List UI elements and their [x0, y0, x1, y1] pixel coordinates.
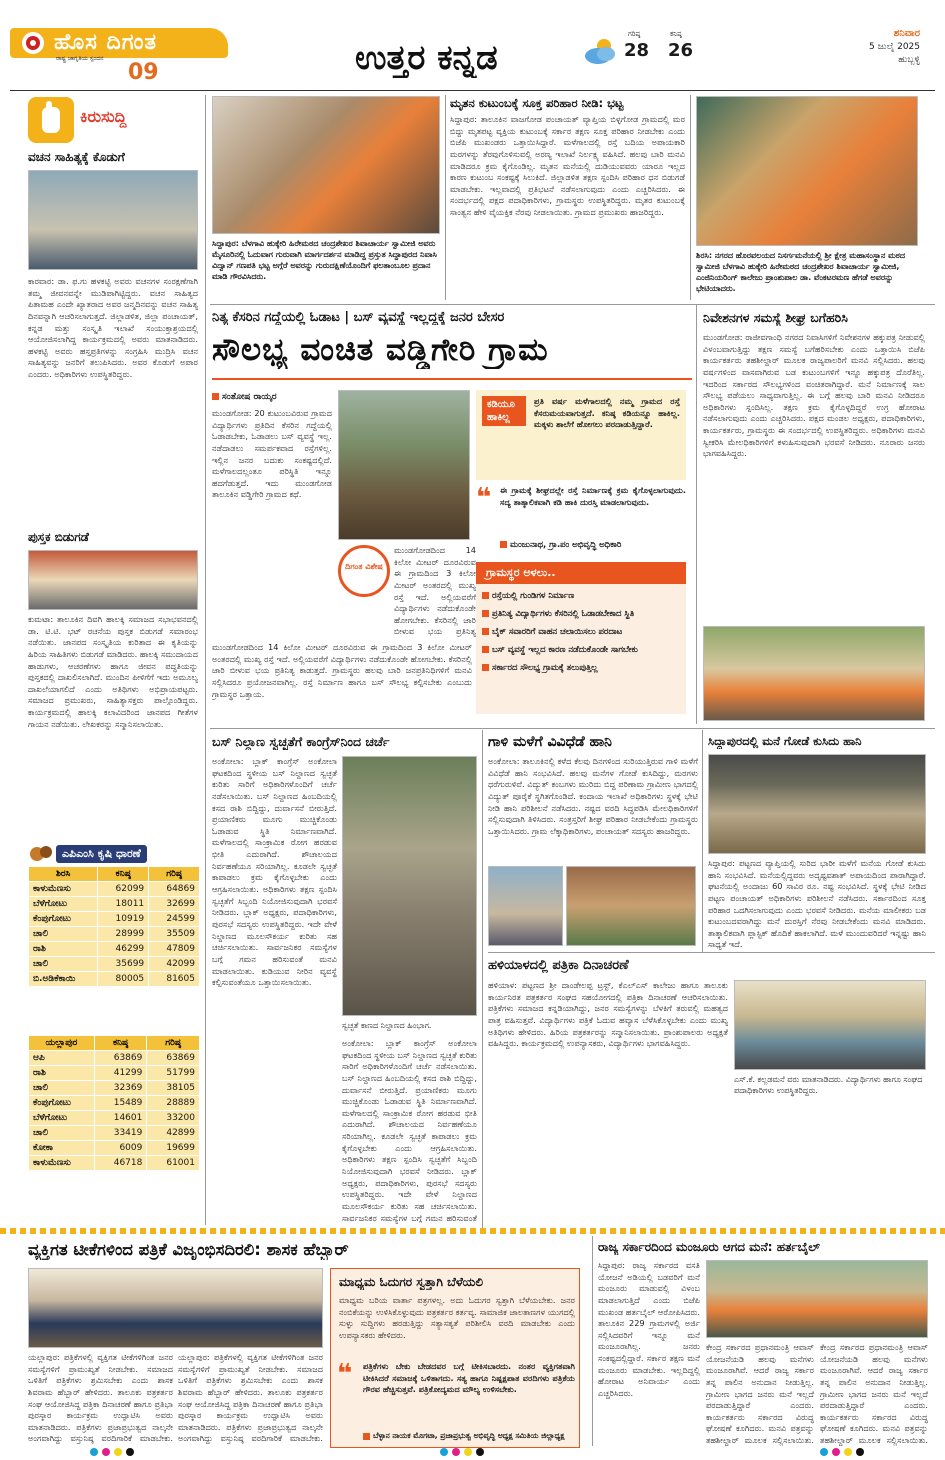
- table-row: [29, 1111, 200, 1126]
- registration-dots: [440, 1448, 484, 1456]
- story-body: ಯಲ್ಲಾಪುರ: ಪತ್ರಿಕೆಗಳಲ್ಲಿ ವ್ಯಕ್ತಿಗತ ಟೀಕೆಗಳಿಗಿಂತ ಜನರ ಸಮಸ್ಯೆಗಳಿಗೆ ಪ್ರಾಮುಖ್ಯತೆ ನೀಡಬೇಕು. ಸಮಾಜದ ಒಳಿತಿಗೆ ಪತ್ರಿಕೆಗಳು ಶ್ರಮಿಸಬೇಕು ಎಂದು ಶಾಸಕ ಶಿವರಾಮ ಹೆಬ್ಬಾರ್ ಹೇಳಿದರು. ತಾಲೂಕು ಪತ್ರಕರ್ತರ ಸಂಘ ಆಯೋಜಿಸಿದ್ದ ಪತ್ರಿಕಾ ದಿನಾಚರಣೆ ಹಾಗೂ ಪ್ರತಿಭಾ ಪುರಸ್ಕಾರ ಕಾರ್ಯಕ್ರಮ ಉದ್ಘಾಟಿಸಿ ಅವರು ಮಾತನಾಡಿದರು. ಪತ್ರಿಕೆಗಳು ಪ್ರಜಾಪ್ರಭುತ್ವದ ನಾಲ್ಕನೇ ಅಂಗವಾಗಿದ್ದು ವಸ್ತುನಿಷ್ಠ ವರದಿಗಾರಿಕೆ ಮಾಡಬೇಕು.: [28, 1352, 173, 1444]
- price-min: 32369: [94, 1081, 147, 1096]
- list-header: [476, 562, 686, 584]
- table-row: [29, 1051, 200, 1066]
- story-body: ಸಿದ್ದಾಪುರ: ರಾಜ್ಯ ಸರ್ಕಾರದ ವಸತಿ ಯೋಜನೆ ಅಡಿಯಲ್ಲಿ ಬಡವರಿಗೆ ಮನೆ ಮಂಜೂರು ಮಾಡುವಲ್ಲಿ ವಿಳಂಬ ಮಾಡಲಾಗುತ್ತಿದೆ ಎಂದು ಬಿಜೆಪಿ ಮುಖಂಡ ಹರ್ತಬೈಲ್ ಆರೋಪಿಸಿದರು. ತಾಲೂಕಿನ 229 ಗ್ರಾಮಗಳಲ್ಲಿ ಅರ್ಜಿ ಸಲ್ಲಿಸಿದವರಿಗೆ ಇನ್ನೂ ಮನೆ ಮಂಜೂರಾಗಿಲ್ಲ. ಜನರು ಸಂಕಷ್ಟದಲ್ಲಿದ್ದಾರೆ. ಸರ್ಕಾರ ತಕ್ಷಣ ಮನೆ ಮಂಜೂರು ಮಾಡಬೇಕು. ಇಲ್ಲದಿದ್ದಲ್ಲಿ ಹೋರಾಟ ಅನಿವಾರ್ಯ ಎಂದು ಎಚ್ಚರಿಸಿದರು.: [598, 1260, 700, 1399]
- photo-caption: ಸ್ವಚ್ಛತೆ ಕಾಣದ ನಿಲ್ದಾಣದ ಹಿಂಭಾಗ.: [342, 1021, 432, 1030]
- story-headline: ನಿವೇಶನಗಳ ಸಮಸ್ಯೆ ಶೀಘ್ರ ಬಗೆಹರಿಸಿ: [703, 310, 848, 325]
- price-max: 38105: [147, 1081, 200, 1096]
- logo-title: ಹೊಸ ದಿಗಂತ: [54, 30, 158, 55]
- table-row: [29, 882, 200, 897]
- price-min: 46299: [98, 942, 149, 957]
- story-headline: ಬಸ್ ನಿಲ್ದಾಣ ಸ್ವಚ್ಛತೆಗೆ ಕಾಂಗ್ರೆಸ್‌ನಿಂದ ಚರ್ಚೆ: [212, 734, 390, 749]
- list-item-text: ಬಸ್ ವ್ಯವಸ್ಥೆ ಇಲ್ಲದ ಕಾರಣ ನಡೆದುಕೊಂಡೇ ಸಾಗಬೇಕು: [492, 644, 638, 654]
- price-max: 35509: [149, 927, 200, 942]
- price-max: 42899: [147, 1126, 200, 1141]
- list-item: [482, 626, 682, 637]
- quote-text: ಪತ್ರಿಕೆಗಳು ಬೇಕು ಬೇಡದವರ ಬಗ್ಗೆ ಟೀಕಿಸಬಾರದು. ನಂತರ ವ್ಯಕ್ತಿಗತವಾಗಿ ಟೀಕಿಸಿದರೆ ಸಮಾಜಕ್ಕೆ ಒಳಿತಾಗದು. ಸತ್ಯ ಹಾಗೂ ನಿಷ್ಪಕ್ಷಪಾತ ವರದಿಗಳು ಪತ್ರಿಕೆಯ ಗೌರವ ಹೆಚ್ಚಿಸುತ್ತವೆ. ಪತ್ರಿಕೋದ್ಯಮದ ಮೌಲ್ಯ ಉಳಿಸಬೇಕು.: [363, 1361, 575, 1395]
- list-title: ಗ್ರಾಮಸ್ಥರ ಅಳಲು..: [486, 566, 556, 579]
- story-photo: [28, 1268, 323, 1348]
- story-photo: [212, 96, 440, 234]
- list-item: [482, 608, 682, 619]
- list-item: [482, 644, 682, 655]
- market-name: ಯಲ್ಲಾಪುರ: [29, 1036, 95, 1051]
- table-row: [29, 1126, 200, 1141]
- price-max: 24599: [149, 912, 200, 927]
- price-max: 51799: [147, 1066, 200, 1081]
- logo-badge: [10, 28, 228, 58]
- market-name: ಶಿರಸಿ: [29, 867, 98, 882]
- quote-text: ಪ್ರತಿ ವರ್ಷ ಮಳೆಗಾಲದಲ್ಲಿ ನಮ್ಮ ಗ್ರಾಮದ ರಸ್ತೆ ಕೆಸರುಮಯವಾಗುತ್ತದೆ. ಕನಿಷ್ಠ ಕಡಿಯನ್ನೂ ಹಾಕಿಲ್ಲ. ಮಕ್ಕಳು ಶಾಲೆಗೆ ಹೋಗಲು ಪರದಾಡುತ್ತಿದ್ದಾರೆ.: [534, 396, 680, 430]
- commodity-name: ಚಾಲಿ: [29, 957, 98, 972]
- story-body-2: ಕೇಂದ್ರ ಸರ್ಕಾರದ ಪ್ರಧಾನಮಂತ್ರಿ ಆವಾಸ್ ಯೋಜನೆಯಡಿ ಹಲವು ಮನೆಗಳು ಮಂಜೂರಾಗಿವೆ. ಆದರೆ ರಾಜ್ಯ ಸರ್ಕಾರ ತನ್ನ ಪಾಲಿನ ಅನುದಾನ ನೀಡುತ್ತಿಲ್ಲ. ಗ್ರಾಮೀಣ ಭಾಗದ ಜನರು ಮನೆ ಇಲ್ಲದೆ ಪರದಾಡುತ್ತಿದ್ದಾರೆ ಎಂದರು. ಕಾರ್ಯಕರ್ತರು ಸರ್ಕಾರದ ವಿರುದ್ಧ ಘೋಷಣೆ ಕೂಗಿದರು. ಮನವಿ ಪತ್ರವನ್ನು ತಹಶೀಲ್ದಾರ್ ಮೂಲಕ ಸಲ್ಲಿಸಲಾಯಿತು.: [706, 1342, 814, 1446]
- kiru-suddi-header: [28, 97, 198, 145]
- price-max: 19699: [147, 1141, 200, 1156]
- section-divider: [0, 1228, 945, 1234]
- commodity-name: ಆಪಿ: [29, 1051, 95, 1066]
- bullet-icon: [363, 1433, 370, 1440]
- apmc-table-sirsi: [28, 866, 200, 987]
- district-title: ಉತ್ತರ ಕನ್ನಡ: [355, 38, 498, 78]
- commodity-name: ಬೆಳೆಗೋಟು: [29, 1111, 95, 1126]
- list-item-text: ಸರ್ಕಾರದ ಸೌಲಭ್ಯ ಗ್ರಾಮಕ್ಕೆ ತಲುಪುತ್ತಿಲ್ಲ: [492, 662, 598, 672]
- price-max: 64869: [149, 882, 200, 897]
- price-min: 18011: [98, 897, 149, 912]
- price-min: 46718: [94, 1156, 147, 1171]
- story-photo: [28, 550, 198, 610]
- weather-min: 26: [668, 40, 694, 61]
- price-max: 33200: [147, 1111, 200, 1126]
- table-row: [29, 912, 200, 927]
- quote-mark-icon: ❝: [476, 483, 492, 513]
- list-item-text: ಬೈಕ್ ಸವಾರರಿಗೆ ವಾಹನ ಚಲಾಯಿಸಲು ಪರದಾಟ: [492, 626, 623, 636]
- lead-rule: [212, 378, 692, 380]
- col-max: ಗರಿಷ್ಠ: [147, 1036, 200, 1051]
- story-photo: [706, 1260, 928, 1338]
- story-body: ಮಾಧ್ಯಮ ಬರಿಯ ವಾರ್ತಾ ಪತ್ರಗಳಲ್ಲ. ಅದು ಓದುಗರ ಸ್ವತ್ತಾಗಿ ಬೆಳೆಯಬೇಕು. ಜನರ ನಂಬಿಕೆಯನ್ನು ಉಳಿಸಿಕೊಳ್ಳುವುದು ಪತ್ರಕರ್ತರ ಕರ್ತವ್ಯ. ಸಾಮಾಜಿಕ ಜಾಲತಾಣಗಳ ಯುಗದಲ್ಲಿ ಸುಳ್ಳು ಸುದ್ದಿಗಳು ಹರಡುತ್ತಿದ್ದು ಸತ್ಯಾಸತ್ಯತೆ ಪರಿಶೀಲಿಸಿ ವರದಿ ಮಾಡಬೇಕು ಎಂದು ಉಪನ್ಯಾಸಕರು ಹೇಳಿದರು.: [339, 1295, 575, 1340]
- list-item-text: ರಸ್ತೆಯಲ್ಲಿ ಗುಂಡಿಗಳ ನಿರ್ಮಾಣ: [492, 590, 575, 600]
- registration-dots: [90, 1448, 134, 1456]
- price-min: 41299: [94, 1066, 147, 1081]
- price-min: 80005: [98, 972, 149, 987]
- bullet-icon: [500, 541, 507, 548]
- grievance-list: [476, 584, 686, 714]
- commodity-name: ಕಾಳುಮೆಣಸು: [29, 1156, 95, 1171]
- bullet-icon: [482, 610, 489, 617]
- table-row: [29, 1081, 200, 1096]
- page-number: 09: [128, 60, 159, 85]
- quote-text: ಈ ಗ್ರಾಮಕ್ಕೆ ಶೀಘ್ರದಲ್ಲೇ ರಸ್ತೆ ನಿರ್ಮಾಣಕ್ಕೆ ಕ್ರಮ ಕೈಗೊಳ್ಳಲಾಗುವುದು. ಸದ್ಯ ತಾತ್ಕಾಲಿಕವಾಗಿ ಕಡಿ ಹಾಕಿ ದುರಸ್ತಿ ಮಾಡಲಾಗುವುದು.: [500, 485, 686, 507]
- commodity-name: ಚಾಲಿ: [29, 1126, 95, 1141]
- price-max: 61001: [147, 1156, 200, 1171]
- quote-label: ಕಡಿಯೂ ಹಾಕಿಲ್ಲ: [482, 396, 526, 426]
- lead-body-3: ಮುಂಡಗೋಡದಿಂದ 14 ಕಿಲೋ ಮೀಟರ್ ದೂರವಿರುವ ಈ ಗ್ರಾಮದಿಂದ 3 ಕಿಲೋ ಮೀಟರ್ ಅಂತರದಲ್ಲಿ ಮುಖ್ಯ ರಸ್ತೆ ಇದೆ. ಅಲ್ಲಿಯವರೆಗೆ ವಿದ್ಯಾರ್ಥಿಗಳು ನಡೆದುಕೊಂಡೇ ಹೋಗಬೇಕು. ಕೆಸರಿನಲ್ಲಿ ಜಾರಿ ಬೀಳುವ ಭಯ ಪ್ರತಿನಿತ್ಯ ಕಾಡುತ್ತದೆ. ಗ್ರಾಮಸ್ಥರು ಹಲವು ಬಾರಿ ಜನಪ್ರತಿನಿಧಿಗಳಿಗೆ ಮನವಿ ಸಲ್ಲಿಸಿದರೂ ಪ್ರಯೋಜನವಾಗಿಲ್ಲ. ರಸ್ತೆ ನಿರ್ಮಾಣ ಹಾಗೂ ಬಸ್ ಸೌಲಭ್ಯ ಕಲ್ಪಿಸಬೇಕು ಎಂಬುದು ಗ್ರಾಮಸ್ಥರ ಒತ್ತಾಯ.: [212, 642, 472, 699]
- quote-box: [476, 390, 686, 480]
- col-max: ಗರಿಷ್ಠ: [149, 867, 200, 882]
- story-headline: ಮಾಧ್ಯಮ ಓದುಗರ ಸ್ವತ್ತಾಗಿ ಬೆಳೆಯಲಿ: [339, 1275, 483, 1289]
- commodity-name: ಬಿ.ಅಡಿಕೆಕಾಯಿ: [29, 972, 98, 987]
- lead-body: ಮುಂಡಗೋಡ: 20 ಕುಟುಂಬವಿರುವ ಗ್ರಾಮದ ವಿದ್ಯಾರ್ಥಿಗಳು ಪ್ರತಿದಿನ ಕೆಸರಿನ ಗದ್ದೆಯಲ್ಲಿ ಓಡಾಡಬೇಕು, ಓಡಾಡಲು ಬಸ್ ವ್ಯವಸ್ಥೆ ಇಲ್ಲ. ನಡೆದಾಡಲು ಸಮರ್ಪಕವಾದ ರಸ್ತೆಗಳಿಲ್ಲ. ಇಲ್ಲಿನ ಜನರ ಬದುಕು ಸಂಕಷ್ಟದಲ್ಲಿದೆ. ಮಳೆಗಾಲದಲ್ಲಂತೂ ಪರಿಸ್ಥಿತಿ ಇನ್ನೂ ಹದಗೆಡುತ್ತದೆ. ಇದು ಮುಂಡಗೋಡ ತಾಲೂಕಿನ ವಡ್ಡಿಗೇರಿ ಗ್ರಾಮದ ಕಥೆ.: [212, 408, 332, 500]
- cloud-sun-icon: [582, 36, 618, 68]
- bullet-icon: [482, 628, 489, 635]
- lead-byline: [212, 392, 277, 402]
- table-row: [29, 1096, 200, 1111]
- price-min: 6009: [94, 1141, 147, 1156]
- story-body-2: ಯಲ್ಲಾಪುರ: ಪತ್ರಿಕೆಗಳಲ್ಲಿ ವ್ಯಕ್ತಿಗತ ಟೀಕೆಗಳಿಗಿಂತ ಜನರ ಸಮಸ್ಯೆಗಳಿಗೆ ಪ್ರಾಮುಖ್ಯತೆ ನೀಡಬೇಕು. ಸಮಾಜದ ಒಳಿತಿಗೆ ಪತ್ರಿಕೆಗಳು ಶ್ರಮಿಸಬೇಕು ಎಂದು ಶಾಸಕ ಶಿವರಾಮ ಹೆಬ್ಬಾರ್ ಹೇಳಿದರು. ತಾಲೂಕು ಪತ್ರಕರ್ತರ ಸಂಘ ಆಯೋಜಿಸಿದ್ದ ಪತ್ರಿಕಾ ದಿನಾಚರಣೆ ಹಾಗೂ ಪ್ರತಿಭಾ ಪುರಸ್ಕಾರ ಕಾರ್ಯಕ್ರಮ ಉದ್ಘಾಟಿಸಿ ಅವರು ಮಾತನಾಡಿದರು. ಪತ್ರಿಕೆಗಳು ಪ್ರಜಾಪ್ರಭುತ್ವದ ನಾಲ್ಕನೇ ಅಂಗವಾಗಿದ್ದು ವಸ್ತುನಿಷ್ಠ ವರದಿಗಾರಿಕೆ ಮಾಡಬೇಕು.: [178, 1352, 323, 1444]
- apmc-title: ಎಪಿಎಂಸಿ ಕೃಷಿ ಧಾರಣೆ: [56, 845, 147, 863]
- list-item: [482, 590, 682, 601]
- lead-kicker: ನಿತ್ಯ ಕೆಸರಿನ ಗದ್ದೆಯಲ್ಲಿ ಓಡಾಟ | ಬಸ್ ವ್ಯವಸ್ಥೆ ಇಲ್ಲದ್ದಕ್ಕೆ ಜನರ ಬೇಸರ: [212, 310, 505, 325]
- date-block: [800, 28, 920, 65]
- price-min: 33419: [94, 1126, 147, 1141]
- commodity-name: ಕೋಕಾ: [29, 1141, 95, 1156]
- list-item-text: ಪ್ರತಿನಿತ್ಯ ವಿದ್ಯಾರ್ಥಿಗಳು ಕೆಸರಿನಲ್ಲಿ ಓಡಾಡಬೇಕಾದ ಸ್ಥಿತಿ: [492, 608, 635, 618]
- story-photo: [708, 754, 926, 854]
- story-body: ಸಿದ್ದಾಪುರ: ಪಟ್ಟಣದ ವ್ಯಾಪ್ತಿಯಲ್ಲಿ ಸುರಿದ ಭಾರೀ ಮಳೆಗೆ ಮನೆಯ ಗೋಡೆ ಕುಸಿದು ಹಾನಿ ಸಂಭವಿಸಿದೆ. ಮನೆಯಲ್ಲಿದ್ದವರು ಅದೃಷ್ಟವಶಾತ್ ಅಪಾಯದಿಂದ ಪಾರಾಗಿದ್ದಾರೆ. ಘಟನೆಯಲ್ಲಿ ಅಂದಾಜು 60 ಸಾವಿರ ರೂ. ನಷ್ಟ ಸಂಭವಿಸಿದೆ. ಸ್ಥಳಕ್ಕೆ ಭೇಟಿ ನೀಡಿದ ಪಟ್ಟಣ ಪಂಚಾಯತ್ ಅಧಿಕಾರಿಗಳು ಪರಿಶೀಲನೆ ನಡೆಸಿದರು. ಸರ್ಕಾರದಿಂದ ಸೂಕ್ತ ಪರಿಹಾರ ಒದಗಿಸಲಾಗುವುದು ಎಂದು ಭರವಸೆ ನೀಡಿದರು. ಮನೆಯ ಮಾಲೀಕರು ಬಡ ಕುಟುಂಬದವರಾಗಿದ್ದು ಮನೆ ದುರಸ್ತಿಗೆ ನೆರವು ನೀಡಬೇಕೆಂದು ಮನವಿ ಮಾಡಿದರು. ತಾತ್ಕಾಲಿಕವಾಗಿ ಪ್ಲಾಸ್ಟಿಕ್ ಹೊದಿಕೆ ಹಾಕಲಾಗಿದೆ. ಮಳೆ ಮುಂದುವರಿದರೆ ಇನ್ನಷ್ಟು ಹಾನಿ ಸಾಧ್ಯತೆ ಇದೆ.: [708, 858, 926, 950]
- quote-author: [363, 1431, 575, 1441]
- lotus-icon: [16, 29, 50, 57]
- price-max: 81605: [149, 972, 200, 987]
- story-photo: [703, 626, 925, 721]
- commodity-name: ಚಾಲಿ: [29, 927, 98, 942]
- weather-max: 28: [624, 40, 650, 61]
- story-headline: ರಾಜ್ಯ ಸರ್ಕಾರದಿಂದ ಮಂಜೂರು ಆಗದ ಮನೆ: ಹರ್ತಬೈಲ್: [598, 1240, 820, 1254]
- story-body: ಅಂಕೋಲಾ: ಬ್ಲಾಕ್ ಕಾಂಗ್ರೆಸ್ ಅಂಕೋಲಾ ಘಟಕದಿಂದ ಸ್ಥಳೀಯ ಬಸ್ ನಿಲ್ದಾಣದ ಸ್ವಚ್ಛತೆ ಕುರಿತು ಸಾರಿಗೆ ಅಧಿಕಾರಿಗಳೊಂದಿಗೆ ಚರ್ಚೆ ನಡೆಸಲಾಯಿತು. ಬಸ್ ನಿಲ್ದಾಣದ ಹಿಂಬದಿಯಲ್ಲಿ ಕಸದ ರಾಶಿ ಬಿದ್ದಿದ್ದು, ದುರ್ವಾಸನೆ ಬೀರುತ್ತಿದೆ. ಪ್ರಯಾಣಿಕರು ಮೂಗು ಮುಚ್ಚಿಕೊಂಡು ಓಡಾಡುವ ಸ್ಥಿತಿ ನಿರ್ಮಾಣವಾಗಿದೆ. ಮಳೆಗಾಲದಲ್ಲಿ ಸಾಂಕ್ರಾಮಿಕ ರೋಗ ಹರಡುವ ಭೀತಿ ಎದುರಾಗಿದೆ. ಶೌಚಾಲಯದ ನಿರ್ವಹಣೆಯೂ ಸರಿಯಾಗಿಲ್ಲ. ಕೂಡಲೇ ಸ್ವಚ್ಛತೆ ಕಾಪಾಡಲು ಕ್ರಮ ಕೈಗೊಳ್ಳಬೇಕು ಎಂದು ಆಗ್ರಹಿಸಲಾಯಿತು. ಅಧಿಕಾರಿಗಳು ತಕ್ಷಣ ಸ್ಪಂದಿಸಿ ಸ್ವಚ್ಛತೆಗೆ ಸಿಬ್ಬಂದಿ ನಿಯೋಜಿಸುವುದಾಗಿ ಭರವಸೆ ನೀಡಿದರು. ಬ್ಲಾಕ್ ಅಧ್ಯಕ್ಷರು, ಪದಾಧಿಕಾರಿಗಳು, ಪುರಸಭೆ ಸದಸ್ಯರು ಉಪಸ್ಥಿತರಿದ್ದರು. ಇದೇ ವೇಳೆ ನಿಲ್ದಾಣದ ಮೂಲಸೌಕರ್ಯ ಕುರಿತು ಸಹ ಚರ್ಚಿಸಲಾಯಿತು. ಸಾರ್ವಜನಿಕರ ಸಮಸ್ಯೆಗಳ ಬಗ್ಗೆ ಗಮನ ಹರಿಸುವಂತೆ ಮನವಿ ಮಾಡಲಾಯಿತು. ಕುಡಿಯುವ ನೀರಿನ ವ್ಯವಸ್ಥೆ ಕಲ್ಪಿಸುವಂತೆಯೂ ಒತ್ತಾಯಿಸಲಾಯಿತು.: [212, 756, 337, 988]
- story-photo: [342, 756, 477, 1016]
- commodity-name: ರಾಶಿ: [29, 1066, 95, 1081]
- weather-widget: [582, 30, 732, 80]
- quote-mark-icon: ❝: [337, 1359, 353, 1389]
- col-min: ಕನಿಷ್ಠ: [94, 1036, 147, 1051]
- areca-nut-icon: [28, 840, 54, 866]
- bullet-icon: [482, 646, 489, 653]
- story-headline: ಮೃತನ ಕುಟುಂಬಕ್ಕೆ ಸೂಕ್ತ ಪರಿಹಾರ ನೀಡಿ: ಭಟ್ಟ: [450, 96, 624, 110]
- price-max: 63869: [147, 1051, 200, 1066]
- commodity-name: ಬೆಳೆಗೋಟು: [29, 897, 98, 912]
- story-headline: ಗಾಳಿ ಮಳೆಗೆ ವಿವಿಧೆಡೆ ಹಾನಿ: [488, 734, 612, 750]
- lead-side: [338, 545, 478, 640]
- badge-text: ದಿಗಂತ ವಿಶೇಷ: [345, 562, 383, 571]
- story-body-3: ಕೇಂದ್ರ ಸರ್ಕಾರದ ಪ್ರಧಾನಮಂತ್ರಿ ಆವಾಸ್ ಯೋಜನೆಯಡಿ ಹಲವು ಮನೆಗಳು ಮಂಜೂರಾಗಿವೆ. ಆದರೆ ರಾಜ್ಯ ಸರ್ಕಾರ ತನ್ನ ಪಾಲಿನ ಅನುದಾನ ನೀಡುತ್ತಿಲ್ಲ. ಗ್ರಾಮೀಣ ಭಾಗದ ಜನರು ಮನೆ ಇಲ್ಲದೆ ಪರದಾಡುತ್ತಿದ್ದಾರೆ ಎಂದರು. ಕಾರ್ಯಕರ್ತರು ಸರ್ಕಾರದ ವಿರುದ್ಧ ಘೋಷಣೆ ಕೂಗಿದರು. ಮನವಿ ಪತ್ರವನ್ನು ತಹಶೀಲ್ದಾರ್ ಮೂಲಕ ಸಲ್ಲಿಸಲಾಯಿತು.: [820, 1342, 928, 1446]
- table-row: [29, 972, 200, 987]
- lead-body-2: ಮುಂಡಗೋಡದಿಂದ 14 ಕಿಲೋ ಮೀಟರ್ ದೂರವಿರುವ ಈ ಗ್ರಾಮದಿಂದ 3 ಕಿಲೋ ಮೀಟರ್ ಅಂತರದಲ್ಲಿ ಮುಖ್ಯ ರಸ್ತೆ ಇದೆ. ಅಲ್ಲಿಯವರೆಗೆ ವಿದ್ಯಾರ್ಥಿಗಳು ನಡೆದುಕೊಂಡೇ ಹೋಗಬೇಕು. ಕೆಸರಿನಲ್ಲಿ ಜಾರಿ ಬೀಳುವ ಭಯ ಪ್ರತಿನಿತ್ಯ: [394, 545, 476, 637]
- story-body-2: ಅಂಕೋಲಾ: ಬ್ಲಾಕ್ ಕಾಂಗ್ರೆಸ್ ಅಂಕೋಲಾ ಘಟಕದಿಂದ ಸ್ಥಳೀಯ ಬಸ್ ನಿಲ್ದಾಣದ ಸ್ವಚ್ಛತೆ ಕುರಿತು ಸಾರಿಗೆ ಅಧಿಕಾರಿಗಳೊಂದಿಗೆ ಚರ್ಚೆ ನಡೆಸಲಾಯಿತು. ಬಸ್ ನಿಲ್ದಾಣದ ಹಿಂಬದಿಯಲ್ಲಿ ಕಸದ ರಾಶಿ ಬಿದ್ದಿದ್ದು, ದುರ್ವಾಸನೆ ಬೀರುತ್ತಿದೆ. ಪ್ರಯಾಣಿಕರು ಮೂಗು ಮುಚ್ಚಿಕೊಂಡು ಓಡಾಡುವ ಸ್ಥಿತಿ ನಿರ್ಮಾಣವಾಗಿದೆ. ಮಳೆಗಾಲದಲ್ಲಿ ಸಾಂಕ್ರಾಮಿಕ ರೋಗ ಹರಡುವ ಭೀತಿ ಎದುರಾಗಿದೆ. ಶೌಚಾಲಯದ ನಿರ್ವಹಣೆಯೂ ಸರಿಯಾಗಿಲ್ಲ. ಕೂಡಲೇ ಸ್ವಚ್ಛತೆ ಕಾಪಾಡಲು ಕ್ರಮ ಕೈಗೊಳ್ಳಬೇಕು ಎಂದು ಆಗ್ರಹಿಸಲಾಯಿತು. ಅಧಿಕಾರಿಗಳು ತಕ್ಷಣ ಸ್ಪಂದಿಸಿ ಸ್ವಚ್ಛತೆಗೆ ಸಿಬ್ಬಂದಿ ನಿಯೋಜಿಸುವುದಾಗಿ ಭರವಸೆ ನೀಡಿದರು. ಬ್ಲಾಕ್ ಅಧ್ಯಕ್ಷರು, ಪದಾಧಿಕಾರಿಗಳು, ಪುರಸಭೆ ಸದಸ್ಯರು ಉಪಸ್ಥಿತರಿದ್ದರು. ಇದೇ ವೇಳೆ ನಿಲ್ದಾಣದ ಮೂಲಸೌಕರ್ಯ ಕುರಿತು ಸಹ ಚರ್ಚಿಸಲಾಯಿತು. ಸಾರ್ವಜನಿಕರ ಸಮಸ್ಯೆಗಳ ಬಗ್ಗೆ ಗಮನ ಹರಿಸುವಂತೆ: [342, 1038, 477, 1223]
- story-photo: [734, 980, 926, 1070]
- story-body: ಕುಮಟಾ: ತಾಲೂಕಿನ ದಿವಗಿ ಹಾಲಕ್ಕಿ ಸಮಾಜದ ಸಭಾಭವನದಲ್ಲಿ ಡಾ. ಟಿ.ಟಿ. ಭಟ್ ರಚನೆಯ ಪುಸ್ತಕ ಬಿಡುಗಡೆ ಸಮಾರಂಭ ನಡೆಯಿತು. ಜಾನಪದ ಸಂಸ್ಕೃತಿಯ ಕುರಿತಾದ ಈ ಕೃತಿಯನ್ನು ಹಿರಿಯ ಸಾಹಿತಿಗಳು ಬಿಡುಗಡೆ ಮಾಡಿದರು. ಹಾಲಕ್ಕಿ ಸಮುದಾಯದ ಹಾಡುಗಳು, ಆಚರಣೆಗಳು ಹಾಗೂ ಜೀವನ ಪದ್ಧತಿಯನ್ನು ಪುಸ್ತಕದಲ್ಲಿ ದಾಖಲಿಸಲಾಗಿದೆ. ಮುಂದಿನ ಪೀಳಿಗೆಗೆ ಇದು ಅಮೂಲ್ಯ ದಾಖಲೆಯಾಗಲಿದೆ ಎಂದು ಅತಿಥಿಗಳು ಅಭಿಪ್ರಾಯಪಟ್ಟರು. ಸಮಾಜದ ಪ್ರಮುಖರು, ಸಾಹಿತ್ಯಾಸಕ್ತರು ಪಾಲ್ಗೊಂಡಿದ್ದರು. ಕಾರ್ಯಕ್ರಮದಲ್ಲಿ ಹಾಲಕ್ಕಿ ಕಲಾವಿದರಿಂದ ಜಾನಪದ ಗೀತೆಗಳ ಗಾಯನ ನಡೆಯಿತು. ಲೇಖಕರನ್ನು ಸನ್ಮಾನಿಸಲಾಯಿತು.: [28, 614, 198, 729]
- story-photo: [566, 866, 696, 946]
- quote-box-2: [476, 485, 686, 555]
- story-body: ಮುಂಡಗೋಡ: ರಾಜೀವಗಾಂಧಿ ನಗರದ ನಿವಾಸಿಗಳಿಗೆ ನಿವೇಶನಗಳ ಹಕ್ಕುಪತ್ರ ನೀಡುವಲ್ಲಿ ವಿಳಂಬವಾಗುತ್ತಿದ್ದು ತಕ್ಷಣ ಸಮಸ್ಯೆ ಬಗೆಹರಿಸಬೇಕು ಎಂದು ಒತ್ತಾಯಿಸಿ ಬಿಜೆಪಿ ಕಾರ್ಯಕರ್ತರು ತಹಶೀಲ್ದಾರ್ ಮೂಲಕ ರಾಜ್ಯಪಾಲರಿಗೆ ಮನವಿ ಸಲ್ಲಿಸಿದರು. ಹಲವು ವರ್ಷಗಳಿಂದ ವಾಸವಾಗಿರುವ ಬಡ ಕುಟುಂಬಗಳಿಗೆ ಇನ್ನೂ ಹಕ್ಕುಪತ್ರ ದೊರೆತಿಲ್ಲ. ಇದರಿಂದ ಸರ್ಕಾರದ ಸೌಲಭ್ಯಗಳಿಂದ ವಂಚಿತರಾಗಿದ್ದಾರೆ. ಮನೆ ನಿರ್ಮಾಣಕ್ಕೆ ಸಾಲ ಸೌಲಭ್ಯ ಪಡೆಯಲು ಸಾಧ್ಯವಾಗುತ್ತಿಲ್ಲ. ಈ ಬಗ್ಗೆ ಹಲವು ಬಾರಿ ಮನವಿ ನೀಡಿದರೂ ಅಧಿಕಾರಿಗಳು ಸ್ಪಂದಿಸಿಲ್ಲ. ತಕ್ಷಣ ಕ್ರಮ ಕೈಗೊಳ್ಳದಿದ್ದರೆ ಉಗ್ರ ಹೋರಾಟ ನಡೆಸಲಾಗುವುದು ಎಂದು ಎಚ್ಚರಿಸಿದರು. ಪಕ್ಷದ ಮಂಡಲ ಅಧ್ಯಕ್ಷರು, ಪದಾಧಿಕಾರಿಗಳು, ಕಾರ್ಯಕರ್ತರು, ಗ್ರಾಮಸ್ಥರು ಈ ಸಂದರ್ಭದಲ್ಲಿ ಉಪಸ್ಥಿತರಿದ್ದರು. ಅಧಿಕಾರಿಗಳು ಮನವಿ ಸ್ವೀಕರಿಸಿ ಮೇಲಧಿಕಾರಿಗಳಿಗೆ ಕಳುಹಿಸುವುದಾಗಿ ಭರವಸೆ ನೀಡಿದರು. ನೂರಾರು ಜನರು ಭಾಗವಹಿಸಿದ್ದರು.: [703, 332, 925, 459]
- table-row: [29, 1066, 200, 1081]
- masthead-logo: [10, 28, 230, 86]
- date-text: 5 ಜುಲೈ 2025: [869, 42, 920, 52]
- commodity-name: ಚಾಲಿ: [29, 1081, 95, 1096]
- registration-dots: [820, 1448, 864, 1456]
- story-headline: ಹಳಿಯಾಳದಲ್ಲಿ ಪತ್ರಿಕಾ ದಿನಾಚರಣೆ: [488, 958, 629, 973]
- story-body: ಹಳಿಯಾಳ: ಪಟ್ಟಣದ ಶ್ರೀ ದಾಂಡೇಲಪ್ಪ ಟ್ರಸ್ಟ್, ಕೆಎಲ್‌ಎಸ್ ಕಾಲೇಜು ಹಾಗೂ ತಾಲೂಕು ಕಾರ್ಯನಿರತ ಪತ್ರಕರ್ತರ ಸಂಘದ ಸಹಯೋಗದಲ್ಲಿ ಪತ್ರಿಕಾ ದಿನಾಚರಣೆ ಆಚರಿಸಲಾಯಿತು. ಪತ್ರಿಕೆಗಳು ಸಮಾಜದ ಕನ್ನಡಿಯಾಗಿದ್ದು, ಜನರ ಸಮಸ್ಯೆಗಳನ್ನು ಬೆಳಕಿಗೆ ತರುವಲ್ಲಿ ಮಹತ್ವದ ಪಾತ್ರ ವಹಿಸುತ್ತವೆ. ವಿದ್ಯಾರ್ಥಿಗಳು ಪತ್ರಿಕೆ ಓದುವ ಹವ್ಯಾಸ ಬೆಳೆಸಿಕೊಳ್ಳಬೇಕು ಎಂದು ಮುಖ್ಯ ಅತಿಥಿಗಳು ಹೇಳಿದರು. ಹಿರಿಯ ಪತ್ರಕರ್ತರನ್ನು ಸನ್ಮಾನಿಸಲಾಯಿತು. ಪ್ರಾಂಶುಪಾಲರು ಅಧ್ಯಕ್ಷತೆ ವಹಿಸಿದ್ದರು. ಕಾರ್ಯಕ್ರಮದಲ್ಲಿ ಉಪನ್ಯಾಸಕರು, ವಿದ್ಯಾರ್ಥಿಗಳು ಭಾಗವಹಿಸಿದ್ದರು.: [488, 980, 728, 1049]
- photo-caption: ಸಿದ್ದಾಪುರ: ಬೆಳಗಾವಿ ಹುಕ್ಕೇರಿ ಹಿರೇಮಠದ ಚಂದ್ರಶೇಖರ ಶಿವಾಚಾರ್ಯ ಸ್ವಾಮೀಜಿ ಅವರು ಮೈಸೂರಿನಲ್ಲಿ ಓದುವಾಗ ಗುರುವಾಗಿ ಮಾರ್ಗದರ್ಶನ ಮಾಡಿದ್ದ ಪ್ರಸ್ತುತ ಸಿದ್ದಾಪುರದ ನಿವಾಸಿ ವಿದ್ವಾನ್ ಗಣಪತಿ ಭಟ್ಟ ಅಗ್ಗೆರೆ ಅವರನ್ನು ಗುರುದಕ್ಷಿಣೆಯೊಂದಿಗೆ ಫಲತಾಂಬೂಲ ಪ್ರದಾನ ಮಾಡಿ ಗೌರವಿಸಿದರು.: [212, 239, 437, 282]
- apmc-table-yellapur: [28, 1035, 200, 1171]
- story-body: ಕಾರವಾರ: ಡಾ. ಫ.ಗು ಹಳಕಟ್ಟಿ ಅವರು ವಚನಗಳ ಸಂರಕ್ಷಣೆಗಾಗಿ ತಮ್ಮ ಜೀವನವನ್ನೇ ಮುಡಿಪಾಗಿಟ್ಟಿದ್ದರು. ವಚನ ಸಾಹಿತ್ಯದ ಪಿತಾಮಹ ಎಂದೇ ಖ್ಯಾತರಾದ ಅವರ ಜನ್ಮದಿನವನ್ನು ವಚನ ಸಾಹಿತ್ಯ ದಿನವನ್ನಾಗಿ ಆಚರಿಸಲಾಗುತ್ತದೆ. ಜಿಲ್ಲಾಡಳಿತ, ಜಿಲ್ಲಾ ಪಂಚಾಯತ್, ಕನ್ನಡ ಮತ್ತು ಸಂಸ್ಕೃತಿ ಇಲಾಖೆ ಸಂಯುಕ್ತಾಶ್ರಯದಲ್ಲಿ ಆಯೋಜಿಸಲಾಗಿದ್ದ ಕಾರ್ಯಕ್ರಮದಲ್ಲಿ ಅವರು ಮಾತನಾಡಿದರು. ಹಳಕಟ್ಟಿ ಅವರು ಹಸ್ತಪ್ರತಿಗಳನ್ನು ಸಂಗ್ರಹಿಸಿ ಮುದ್ರಿಸಿ ವಚನ ಸಾಹಿತ್ಯವನ್ನು ಜನರಿಗೆ ತಲುಪಿಸಿದರು. ಅವರ ಕೊಡುಗೆ ಅಪಾರ ಎಂದರು. ಅಧಿಕಾರಿಗಳು ಉಪಸ್ಥಿತರಿದ್ದರು.: [28, 276, 198, 380]
- commodity-name: ಕೆಂಪುಗೋಟು: [29, 912, 98, 927]
- weather-min-label: ಕನಿಷ್ಠ: [670, 30, 682, 38]
- story-photo: [696, 96, 918, 246]
- digant-vishesha-badge: [338, 545, 390, 597]
- logo-tagline: ರಾಷ್ಟ್ರ ಜಾಗೃತಿಯ ಸ್ಪಂದನ: [56, 55, 104, 62]
- story-headline: ಪುಸ್ತಕ ಬಿಡುಗಡೆ: [28, 530, 89, 544]
- price-min: 14601: [94, 1111, 147, 1126]
- col-min: ಕನಿಷ್ಠ: [98, 867, 149, 882]
- apmc-header: [28, 840, 200, 866]
- quote-author-text: ಮಂಜುನಾಥ, ಗ್ರಾ.ಪಂ ಅಭಿವೃದ್ಧಿ ಅಧಿಕಾರಿ: [510, 539, 622, 549]
- price-min: 63869: [94, 1051, 147, 1066]
- price-min: 62099: [98, 882, 149, 897]
- price-max: 47809: [149, 942, 200, 957]
- commodity-name: ಕಾಳುಮೆಣಸು: [29, 882, 98, 897]
- story-body: ಅಂಕೋಲಾ: ತಾಲೂಕಿನಲ್ಲಿ ಕಳೆದ ಕೆಲವು ದಿನಗಳಿಂದ ಸುರಿಯುತ್ತಿರುವ ಗಾಳಿ ಮಳೆಗೆ ವಿವಿಧೆಡೆ ಹಾನಿ ಸಂಭವಿಸಿದೆ. ಹಲವು ಮನೆಗಳ ಗೋಡೆ ಕುಸಿದಿದ್ದು, ಮರಗಳು ಧರೆಗುರುಳಿವೆ. ವಿದ್ಯುತ್ ಕಂಬಗಳು ಮುರಿದು ಬಿದ್ದ ಪರಿಣಾಮ ಗ್ರಾಮೀಣ ಭಾಗದಲ್ಲಿ ವಿದ್ಯುತ್ ಪೂರೈಕೆ ಸ್ಥಗಿತಗೊಂಡಿದೆ. ಕಂದಾಯ ಇಲಾಖೆ ಅಧಿಕಾರಿಗಳು ಸ್ಥಳಕ್ಕೆ ಭೇಟಿ ನೀಡಿ ಹಾನಿ ಪರಿಶೀಲನೆ ನಡೆಸಿದರು. ನಷ್ಟದ ವರದಿ ಸಿದ್ಧಪಡಿಸಿ ಮೇಲಧಿಕಾರಿಗಳಿಗೆ ಸಲ್ಲಿಸುವುದಾಗಿ ತಿಳಿಸಿದರು. ಸಂತ್ರಸ್ತರಿಗೆ ಶೀಘ್ರ ಪರಿಹಾರ ನೀಡಬೇಕೆಂದು ಗ್ರಾಮಸ್ಥರು ಒತ್ತಾಯಿಸಿದರು. ಗ್ರಾಮ ಲೆಕ್ಕಾಧಿಕಾರಿಗಳು, ಪಂಚಾಯತ್ ಸದಸ್ಯರು ಹಾಜರಿದ್ದರು.: [488, 756, 698, 836]
- quote-author-text: ಬೆಳ್ಳಾನ ನಾಯಕ ಮೊಗಟಾ, ಪ್ರಜಾಪ್ರಭುತ್ವ ಅಭಿವೃದ್ಧಿ ಅಧ್ಯಕ್ಷ ಸಮಿತಿಯ ಜಿಲ್ಲಾಧ್ಯಕ್ಷ: [373, 1431, 565, 1440]
- weather-max-label: ಗರಿಷ್ಠ: [628, 30, 641, 38]
- kiru-suddi-title: ಕಿರುಸುದ್ದಿ: [80, 107, 127, 126]
- price-min: 15489: [94, 1096, 147, 1111]
- lead-headline: ಸೌಲಭ್ಯ ವಂಚಿತ ವಡ್ಡಿಗೇರಿ ಗ್ರಾಮ: [212, 332, 549, 368]
- price-min: 35699: [98, 957, 149, 972]
- table-row: [29, 927, 200, 942]
- bullet-icon: [212, 393, 219, 400]
- story-headline: ವ್ಯಕ್ತಿಗತ ಟೀಕೆಗಳಿಂದ ಪತ್ರಿಕೆ ವಿಜೃಂಭಿಸದಿರಲಿ: ಶಾಸಕ ಹೆಬ್ಬಾರ್: [28, 1240, 349, 1259]
- photo-caption: ಶಿರಸಿ: ನಗರದ ಹೊರವಲಯದ ನಿಸರ್ಗಮನೆಯಲ್ಲಿ ಶ್ರೀ ಕ್ಷೇತ್ರ ಮಹಾಸಂಸ್ಥಾನ ಮಠದ ಸ್ವಾಮೀಜಿ ಬೆಳಗಾವಿ ಹುಕ್ಕೇರಿ ಹಿರೇಮಠದ ಚಂದ್ರಶೇಖರ ಶಿವಾಚಾರ್ಯ ಸ್ವಾಮೀಜಿ, ಎಂಜಿನಿಯರಿಂಗ್ ಕಾಲೇಜು ಪ್ರಾಂಶುಪಾಲ ಡಾ. ವೆಂಕಟರಮಣ ಹೆಗಡೆ ಅವರನ್ನು ಭೇಟಿಯಾದರು.: [696, 251, 906, 294]
- price-max: 28889: [147, 1096, 200, 1111]
- hand-icon: [28, 97, 74, 143]
- commodity-name: ಕೆಂಪುಗೋಟು: [29, 1096, 95, 1111]
- table-row: [29, 957, 200, 972]
- commodity-name: ರಾಶಿ: [29, 942, 98, 957]
- bullet-icon: [482, 664, 489, 671]
- bullet-icon: [482, 592, 489, 599]
- byline-text: ಸಂತೋಷ ರಾಯ್ಕರ: [222, 392, 277, 402]
- list-item: [482, 662, 682, 673]
- quote-author: [500, 539, 621, 550]
- day-name: ಶನಿವಾರ: [893, 28, 920, 39]
- story-photo: [28, 170, 198, 270]
- table-row: [29, 942, 200, 957]
- lead-photo: [338, 390, 470, 540]
- table-row: [29, 1141, 200, 1156]
- story-body: ಸಿದ್ದಾಪುರ: ತಾಲೂಕಿನ ವಾಜಗೋಡ ಪಂಚಾಯತ್ ವ್ಯಾಪ್ತಿಯ ಬಿಳ್ಳಗೋಡ ಗ್ರಾಮದಲ್ಲಿ ಮರ ಬಿದ್ದು ಮೃತಪಟ್ಟ ವ್ಯಕ್ತಿಯ ಕುಟುಂಬಕ್ಕೆ ಸರ್ಕಾರ ತಕ್ಷಣ ಸೂಕ್ತ ಪರಿಹಾರ ನೀಡಬೇಕು ಎಂದು ಬಿಜೆಪಿ ಮುಖಂಡರು ಒತ್ತಾಯಿಸಿದ್ದಾರೆ. ಮಳೆಗಾಲದಲ್ಲಿ ರಸ್ತೆ ಬದಿಯ ಅಪಾಯಕಾರಿ ಮರಗಳನ್ನು ತೆರವುಗೊಳಿಸುವಲ್ಲಿ ಅರಣ್ಯ ಇಲಾಖೆ ನಿರ್ಲಕ್ಷ್ಯ ವಹಿಸಿದೆ. ಹಲವು ಬಾರಿ ಮನವಿ ಮಾಡಿದರೂ ಕ್ರಮ ಕೈಗೊಂಡಿಲ್ಲ. ಮೃತನ ಮನೆಯಲ್ಲಿ ದುಡಿಯುವವರು ಯಾರೂ ಇಲ್ಲದ ಕಾರಣ ಕುಟುಂಬ ಸಂಕಷ್ಟಕ್ಕೆ ಸಿಲುಕಿದೆ. ಜಿಲ್ಲಾಡಳಿತ ತಕ್ಷಣ ಸ್ಪಂದಿಸಿ ಪರಿಹಾರ ಧನ ಬಿಡುಗಡೆ ಮಾಡಬೇಕು. ಇಲ್ಲವಾದಲ್ಲಿ ಪ್ರತಿಭಟನೆ ನಡೆಸಲಾಗುವುದು ಎಂದು ಎಚ್ಚರಿಸಿದರು. ಈ ಸಂದರ್ಭದಲ್ಲಿ ಪಕ್ಷದ ಪದಾಧಿಕಾರಿಗಳು, ಗ್ರಾಮಸ್ಥರು ಉಪಸ್ಥಿತರಿದ್ದರು. ಮೃತರ ಕುಟುಂಬಕ್ಕೆ ಸಾಂತ್ವನ ಹೇಳಿ ವೈಯಕ್ತಿಕ ನೆರವು ನೀಡಲಾಯಿತು. ಗ್ರಾಮದ ಪ್ರಮುಖರು ಹಾಜರಿದ್ದರು.: [450, 114, 685, 218]
- price-max: 32699: [149, 897, 200, 912]
- city-text: ಹುಬ್ಬಳ್ಳಿ: [898, 55, 920, 65]
- story-photo: [488, 866, 563, 946]
- price-min: 28999: [98, 927, 149, 942]
- photo-caption: ಎಸ್.ಕೆ. ಕಲ್ಲಡಮನೆ ವರು ಮಾತನಾಡಿದರು. ವಿದ್ಯಾರ್ಥಿಗಳು ಹಾಗೂ ಸಂಘದ ಪದಾಧಿಕಾರಿಗಳು ಉಪಸ್ಥಿತರಿದ್ದರು.: [734, 1075, 923, 1096]
- price-max: 42099: [149, 957, 200, 972]
- story-headline: ಸಿದ್ದಾಪುರದಲ್ಲಿ ಮನೆ ಗೋಡೆ ಕುಸಿದು ಹಾನಿ: [708, 734, 862, 748]
- media-box: [330, 1268, 580, 1448]
- table-row: [29, 1156, 200, 1171]
- table-row: [29, 897, 200, 912]
- story-headline: ವಚನ ಸಾಹಿತ್ಯಕ್ಕೆ ಕೊಡುಗೆ: [28, 150, 125, 164]
- price-min: 10919: [98, 912, 149, 927]
